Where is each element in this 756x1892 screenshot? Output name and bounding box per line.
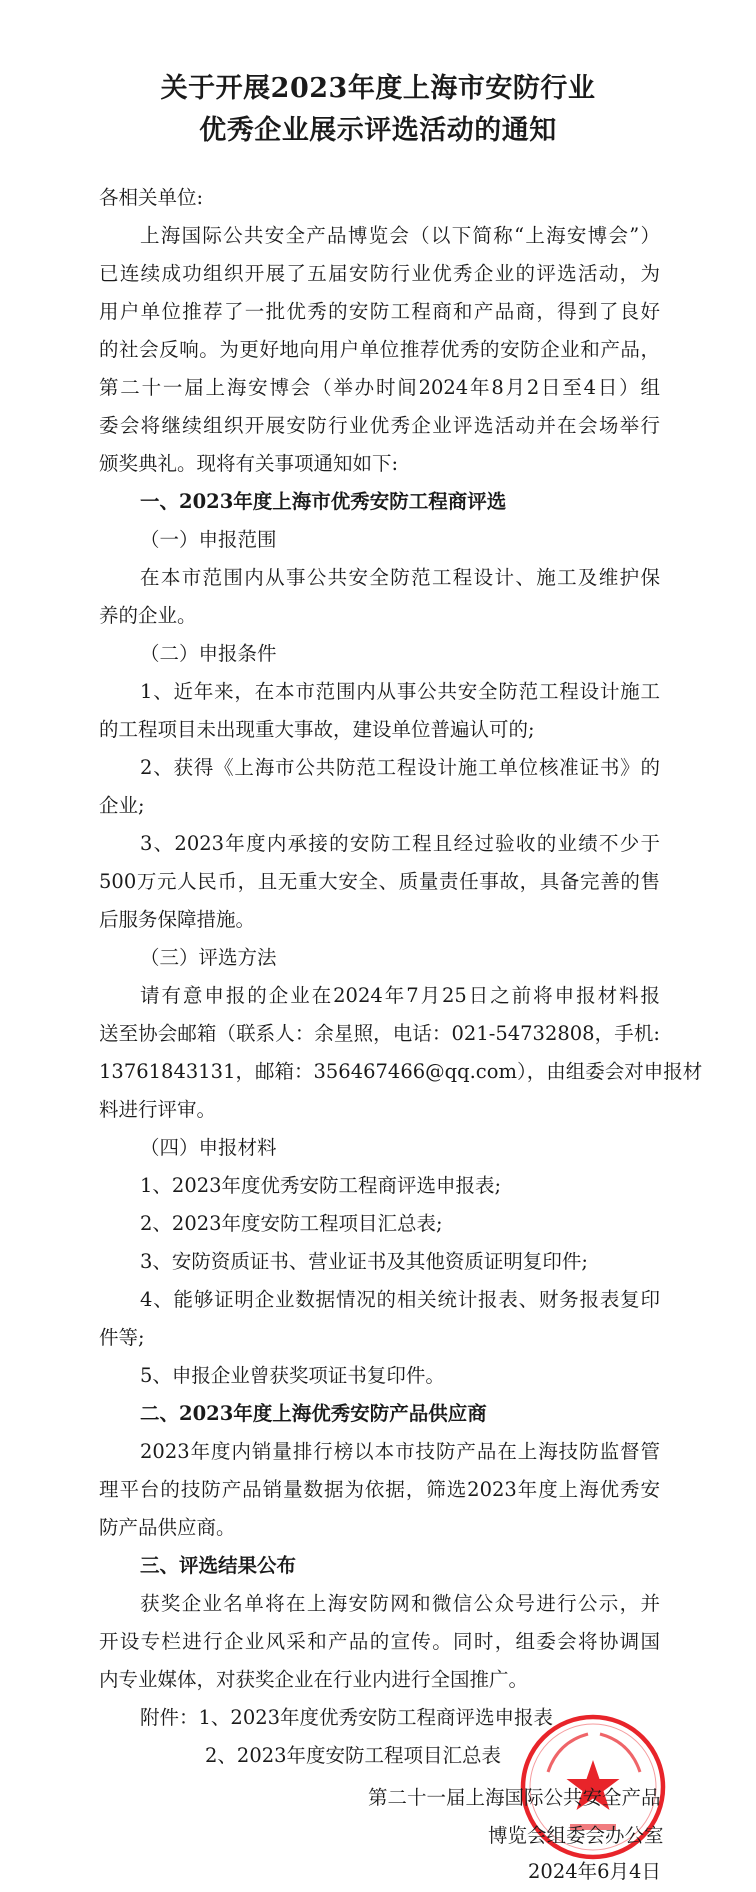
intro-line: 的社会反响。为更好地向用户单位推荐优秀的安防企业和产品， [99,338,660,361]
intro-line: 委会将继续组织开展安防行业优秀企业评选活动并在会场举行 [99,414,660,437]
conditions-line: 的工程项目未出现重大事故，建设单位普遍认可的; [99,718,535,741]
method-line: 请有意申报的企业在2024年7月25日之前将申报材料报 [140,984,660,1007]
materials-line: 4、能够证明企业数据情况的相关统计报表、财务报表复印 [140,1288,660,1311]
signature-org-line-2: 博览会组委会办公室 [488,1824,664,1847]
seal-arc-mark [548,1734,588,1772]
section-3-heading: 三、评选结果公布 [140,1554,297,1577]
intro-line: 已连续成功组织开展了五届安防行业优秀企业的评选活动，为 [99,262,660,285]
conditions-line: 3、2023年度内承接的安防工程且经过验收的业绩不少于 [140,832,660,855]
conditions-line: 500万元人民币，且无重大安全、质量责任事故，具备完善的售 [99,870,660,893]
attachment-2: 2、2023年度安防工程项目汇总表 [205,1744,502,1767]
intro-line: 用户单位推荐了一批优秀的安防工程商和产品商，得到了良好 [99,300,660,323]
conditions-heading: （二）申报条件 [140,642,277,665]
section-1-heading: 一、2023年度上海市优秀安防工程商评选 [140,490,507,513]
section-3-line: 内专业媒体，对获奖企业在行业内进行全国推广。 [99,1668,529,1691]
intro-line: 颁奖典礼。现将有关事项通知如下: [99,452,399,475]
materials-line: 5、申报企业曾获奖项证书复印件。 [140,1364,445,1387]
scope-heading: （一）申报范围 [140,528,277,551]
method-line: 料进行评审。 [99,1098,217,1121]
materials-heading: （四）申报材料 [140,1136,277,1159]
intro-line: 上海国际公共安全产品博览会（以下简称“上海安博会”） [140,224,660,247]
materials-line: 1、2023年度优秀安防工程商评选申报表; [140,1174,502,1197]
section-3-line: 获奖企业名单将在上海安防网和微信公众号进行公示，并 [140,1592,660,1615]
salutation: 各相关单位: [99,186,204,209]
section-2-line: 理平台的技防产品销量数据为依据，筛选2023年度上海优秀安 [99,1478,660,1501]
signature-date: 2024年6月4日 [528,1860,661,1883]
conditions-line: 企业; [99,794,145,817]
title-line-2: 优秀企业展示评选活动的通知 [199,115,557,146]
attachment-1: 附件：1、2023年度优秀安防工程商评选申报表 [140,1706,554,1729]
materials-line: 3、安防资质证书、营业证书及其他资质证明复印件; [140,1250,588,1273]
section-2-line: 2023年度内销量排行榜以本市技防产品在上海技防监督管 [140,1440,660,1463]
method-line: 送至协会邮箱（联系人：余星照，电话：021-54732808，手机: [99,1022,660,1045]
scope-line: 在本市范围内从事公共安全防范工程设计、施工及维护保 [140,566,660,589]
conditions-line: 2、获得《上海市公共防范工程设计施工单位核准证书》的 [140,756,660,779]
section-3-line: 开设专栏进行企业风采和产品的宣传。同时，组委会将协调国 [99,1630,660,1653]
materials-line: 2、2023年度安防工程项目汇总表; [140,1212,443,1235]
materials-line: 件等; [99,1326,145,1349]
conditions-line: 1、近年来，在本市范围内从事公共安全防范工程设计施工 [140,680,660,703]
signature-org-line-1: 第二十一届上海国际公共安全产品 [368,1786,661,1809]
scope-line: 养的企业。 [99,604,197,627]
intro-line: 第二十一届上海安博会（举办时间2024年8月2日至4日）组 [99,376,660,399]
title-line-1: 关于开展2023年度上海市安防行业 [160,73,596,104]
section-2-line: 防产品供应商。 [99,1516,236,1539]
method-heading: （三）评选方法 [140,946,277,969]
section-2-heading: 二、2023年度上海优秀安防产品供应商 [140,1402,487,1425]
conditions-line: 后服务保障措施。 [99,908,256,931]
method-line: 13761843131，邮箱：356467466@qq.com），由组委会对申报材 [99,1060,703,1083]
